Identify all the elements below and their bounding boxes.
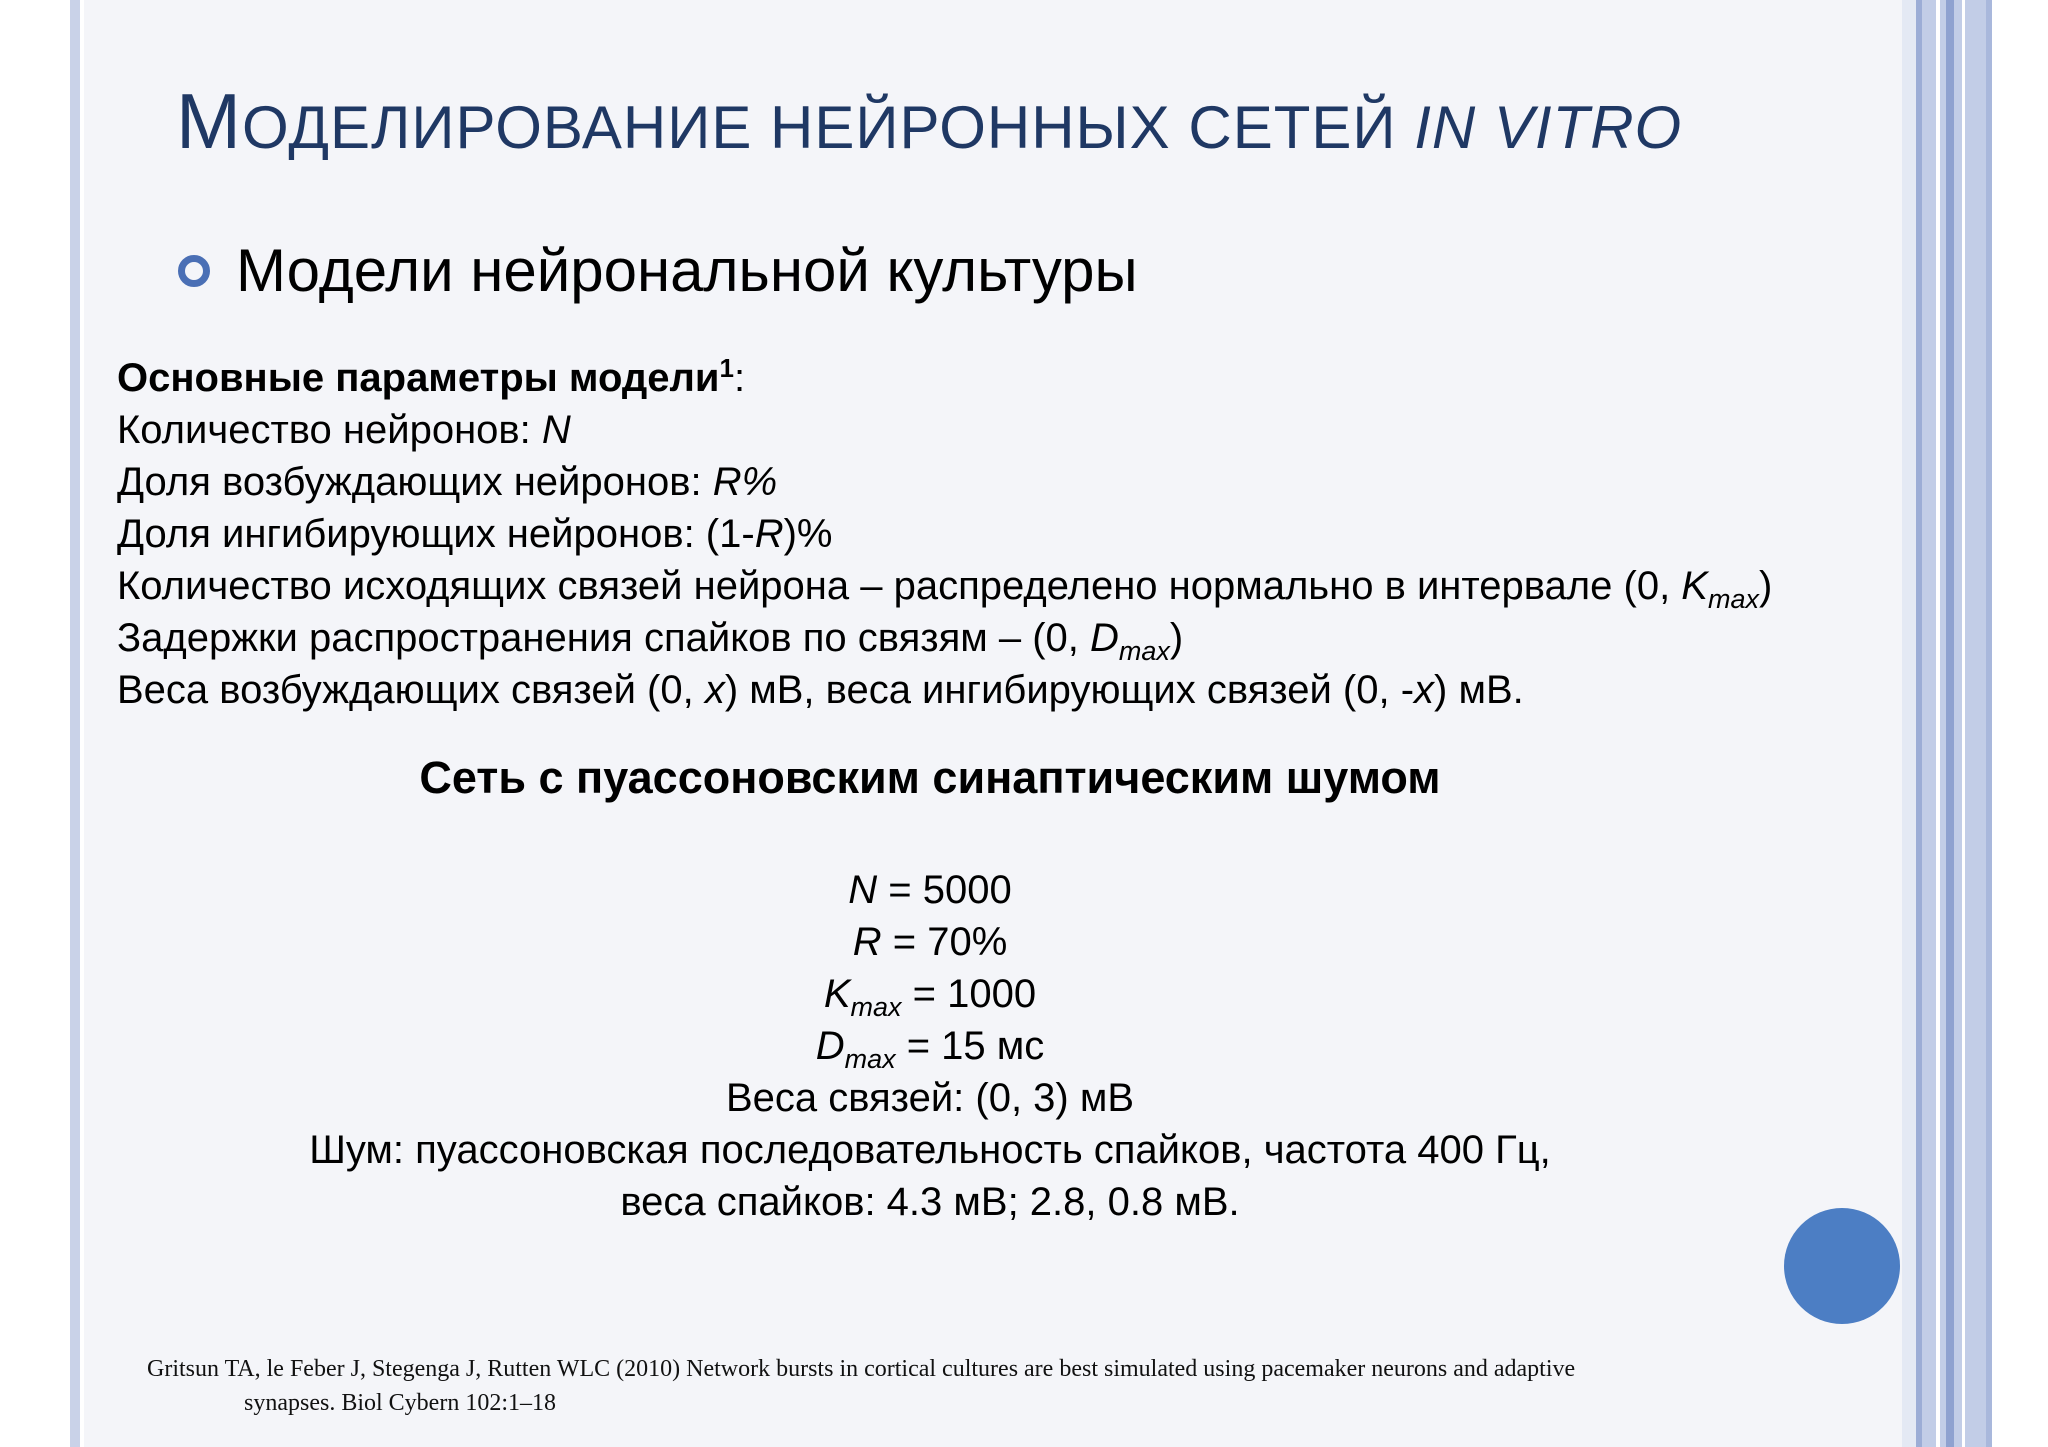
slide-title — [176, 76, 1682, 167]
param-var: R — [754, 512, 784, 556]
right-margin — [1992, 0, 2048, 1447]
param-text-end: )% — [783, 512, 833, 556]
value-dmax — [0, 1020, 1860, 1072]
network-values — [0, 864, 1860, 1228]
value-text: = 1000 — [901, 972, 1037, 1016]
param-text-end: ) — [1169, 616, 1184, 660]
value-text: = 70% — [881, 920, 1008, 964]
value-text: = 5000 — [877, 868, 1012, 912]
params-heading — [117, 352, 1772, 404]
right-stripe-4 — [1946, 0, 1954, 1447]
value-r — [0, 916, 1860, 968]
left-stripe — [70, 0, 80, 1447]
value-n — [0, 864, 1860, 916]
ring-bullet-icon — [178, 255, 210, 287]
reference-line-1: Gritsun TA, le Feber J, Stegenga J, Rutten WLC (2010) Network bursts in cortical cultures are best simulated using pacemaker neurons and adaptive — [147, 1356, 1576, 1382]
param-var: D — [1090, 616, 1119, 660]
param-outgoing-links — [117, 560, 1772, 612]
value-var: D — [815, 1024, 845, 1068]
params-heading-colon: : — [734, 356, 746, 400]
footnote-marker: 1 — [719, 353, 734, 383]
reference-footnote — [147, 1352, 1887, 1420]
value-noise-weights: веса спайков: 4.3 мВ; 2.8, 0.8 мВ. — [620, 1180, 1240, 1224]
param-neuron-count — [117, 404, 1772, 456]
title-text: ОДЕЛИРОВАНИЕ НЕЙРОННЫХ СЕТЕЙ — [241, 94, 1415, 161]
param-text-end: ) — [1759, 564, 1773, 608]
param-text: Доля возбуждающих нейронов: — [117, 460, 713, 504]
value-kmax — [0, 968, 1860, 1020]
value-text: = 15 мс — [895, 1024, 1045, 1068]
value-noise: Шум: пуассоновская последовательность спайков, частота 400 Гц, — [309, 1128, 1551, 1172]
param-var: R% — [712, 460, 778, 504]
param-var: x — [1414, 668, 1435, 712]
right-stripe-1 — [1902, 0, 1916, 1447]
left-stripe-highlight — [80, 0, 84, 1447]
right-stripe-5 — [1962, 0, 1965, 1447]
title-italic: IN VITRO — [1414, 94, 1683, 161]
value-subscript: max — [844, 1044, 896, 1074]
param-var: N — [541, 408, 571, 452]
right-stripe-3 — [1936, 0, 1940, 1447]
left-margin — [0, 0, 70, 1447]
param-delays — [117, 612, 1772, 664]
right-stripe-2 — [1916, 0, 1922, 1447]
param-text: Задержки распространения спайков по связям – (0, — [117, 616, 1091, 660]
title-initial: М — [176, 77, 242, 165]
param-text-end: ) мВ. — [1434, 668, 1524, 712]
param-var: x — [704, 668, 725, 712]
value-subscript: max — [850, 992, 902, 1022]
param-text: Веса возбуждающих связей (0, — [117, 668, 705, 712]
param-text: Количество нейронов: — [117, 408, 542, 452]
value-var: R — [852, 920, 882, 964]
param-text: Количество исходящих связей нейрона – распределено нормально в интервале (0, — [117, 564, 1682, 608]
value-var: K — [823, 972, 851, 1016]
value-var: N — [848, 868, 878, 912]
value-weights: Веса связей: (0, 3) мВ — [725, 1076, 1135, 1120]
param-subscript: max — [1707, 584, 1759, 614]
reference-line-2: synapses. Biol Cybern 102:1–18 — [244, 1390, 556, 1416]
param-excitatory-share — [117, 456, 1772, 508]
bullet-item — [178, 236, 1138, 305]
param-var: K — [1681, 564, 1708, 608]
section-heading: Сеть с пуассоновским синаптическим шумом — [419, 752, 1441, 803]
bullet-text: Модели нейрональной культуры — [236, 237, 1138, 304]
decorative-circle — [1784, 1208, 1900, 1324]
param-weights — [117, 664, 1772, 716]
params-heading-text: Основные параметры модели — [117, 356, 720, 400]
param-text: Доля ингибирующих нейронов: (1- — [117, 512, 755, 556]
model-parameters — [117, 352, 1772, 716]
param-text: ) мВ, веса ингибирующих связей (0, - — [724, 668, 1415, 712]
param-subscript: max — [1118, 636, 1170, 666]
param-inhibitory-share — [117, 508, 1772, 560]
